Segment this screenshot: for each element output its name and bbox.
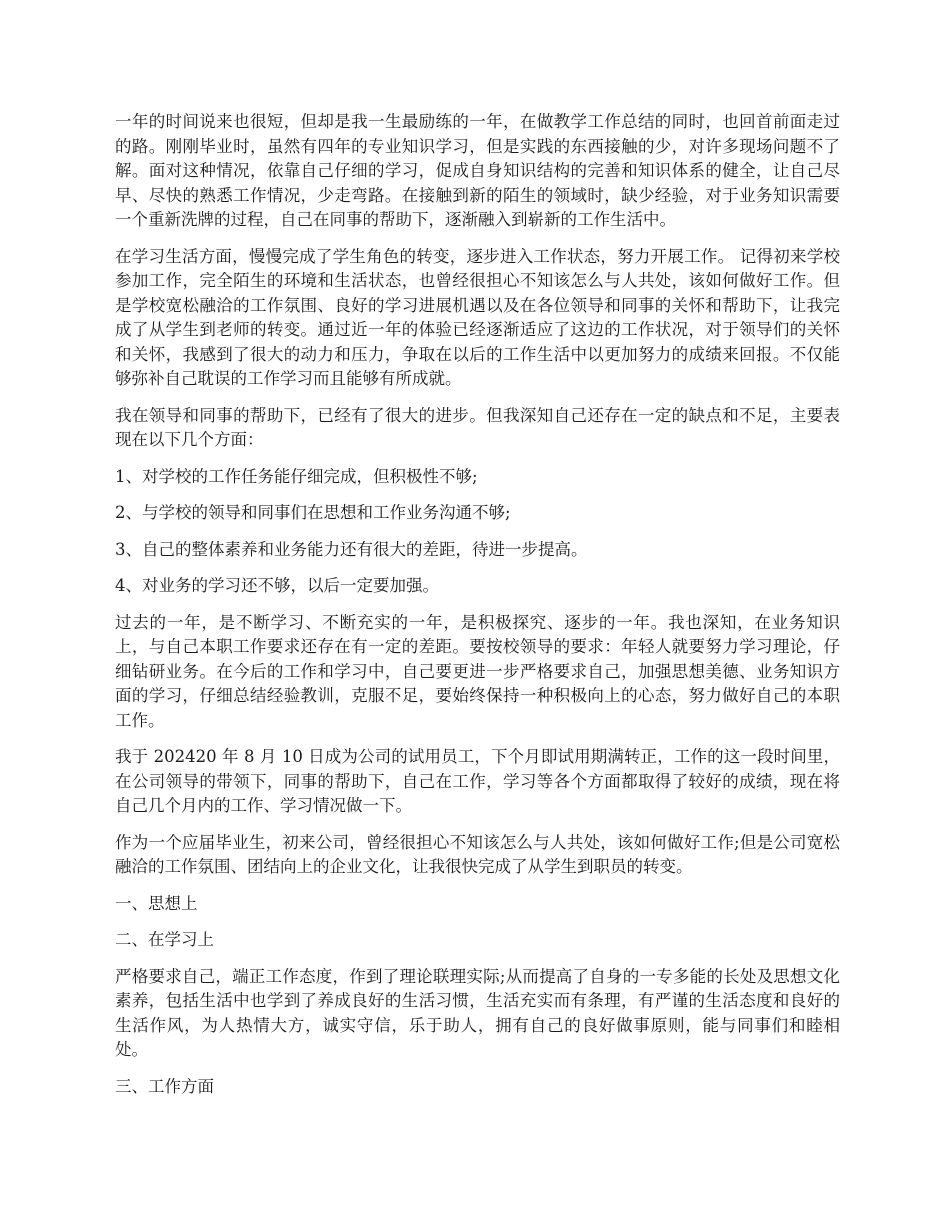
- section-heading-study: 二、在学习上: [115, 930, 214, 949]
- section-heading-work: 三、工作方面: [115, 1076, 214, 1096]
- list-item-4: 4、对业务的学习还不够，以后一定要加强。: [115, 576, 439, 595]
- paragraph-past-year: 过去的一年，是不断学习、不断充实的一年，是积极探究、逐步的一年。我也深知，在业务知识上，与自己本职工作要求还存在有一定的差距。要按校领导的要求：年轻人就要努力学习理论，仔细钻研业务。在今后的工作和学习中，自己要更进一步严格要求自己，加强思想美德、业务知识方面的学习，仔细总结经验教训，克服不足，要始终保持一种积极向上的心态，努力做好自己的本职工作。: [115, 612, 840, 730]
- section-heading-thought: 一、思想上: [115, 893, 198, 913]
- list-item-3: 3、自己的整体素养和业务能力还有很大的差距，待进一步提高。: [115, 539, 588, 559]
- list-item-2: 2、与学校的领导和同事们在思想和工作业务沟通不够;: [115, 503, 511, 522]
- paragraph-study-life: 在学习生活方面，慢慢完成了学生角色的转变，逐步进入工作状态，努力开展工作。 记得初来学校参加工作，完全陌生的环境和生活状态，也曾经很担心不知该怎么与人共处，该如何做好工作。但是学校宽松融洽的工作氛围、良好的学习进展机遇以及在各位领导和同事的关怀和帮助下，让我完成了从学生到老师的转变。通过近一年的体验已经逐渐适应了这边的工作状况，对于领导们的关怀和关怀，我感到了很大的动力和压力，争取在以后的工作生活中以更加努力的成绩来回报。不仅能够弥补自己耽误的工作学习而且能够有所成就。: [115, 246, 840, 388]
- paragraph-shortcomings: 我在领导和同事的帮助下，已经有了很大的进步。但我深知自己还存在一定的缺点和不足，主要表现在以下几个方面：: [115, 405, 840, 449]
- list-item-1: 1、对学校的工作任务能仔细完成，但积极性不够;: [115, 466, 478, 486]
- paragraph-intro: 一年的时间说来也很短，但却是我一生最励练的一年，在做教学工作总结的同时，也回首前面走过的路。刚刚毕业时，虽然有四年的专业知识学习，但是实践的东西接触的少，对许多现场问题不了解。面对这种情况，依靠自己仔细的学习，促成自身知识结构的完善和知识体系的健全，让自己尽早、尽快的熟悉工作情况，少走弯路。在接触到新的陌生的领域时，缺少经验，对于业务知识需要一个重新洗牌的过程，自己在同事的帮助下，逐渐融入到崭新的工作生活中。: [115, 112, 840, 229]
- paragraph-study-details: 严格要求自己，端正工作态度，作到了理论联理实际;从而提高了自身的一专多能的长处及思想文化素养，包括生活中也学到了养成良好的生活习惯，生活充实而有条理，有严谨的生活态度和良好的生活作风，为人热情大方，诚实守信，乐于助人，拥有自己的良好做事原则，能与同事们和睦相处。: [115, 966, 840, 1059]
- paragraph-trial-employee: 我于 202420 年 8 月 10 日成为公司的试用员工，下个月即试用期满转正，工作的这一段时间里，在公司领导的带领下，同事的帮助下，自己在工作，学习等各个方面都取得了较好的成绩，现在将自己几个月内的工作、学习情况做一下。: [115, 747, 840, 815]
- paragraph-graduate: 作为一个应届毕业生，初来公司，曾经很担心不知该怎么与人共处，该如何做好工作;但是公司宽松融洽的工作氛围、团结向上的企业文化，让我很快完成了从学生到职员的转变。: [115, 832, 840, 876]
- document-body: [115, 110, 840, 1111]
